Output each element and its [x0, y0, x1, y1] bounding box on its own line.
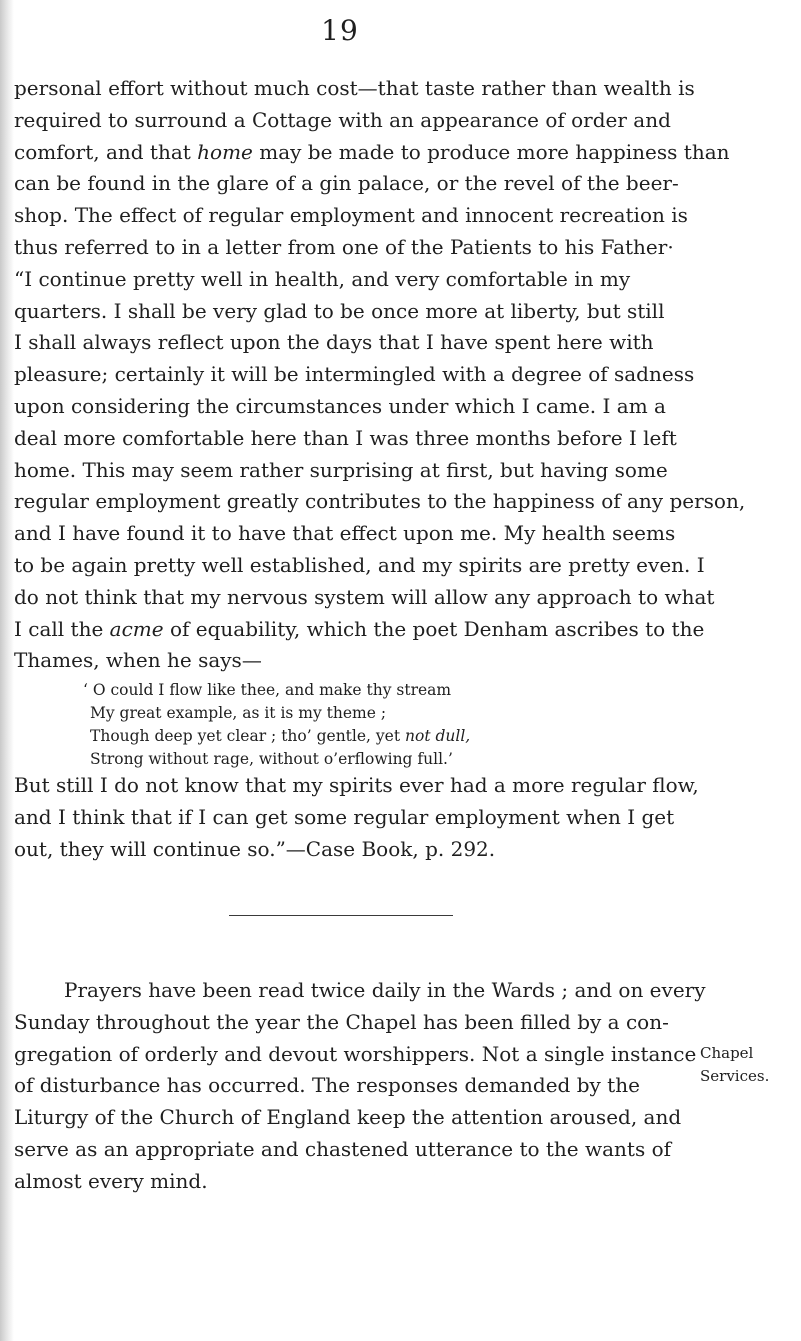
- text-line: regular employment greatly contributes to the happiness of any person,: [14, 489, 746, 514]
- emphasis-acme: acme: [109, 616, 164, 641]
- text-line: deal more comfortable here than I was three months before I left: [14, 425, 677, 450]
- text-fragment: Though deep yet clear ; tho’ gentle, yet: [90, 727, 401, 745]
- verse-line: ‘ O could I flow like thee, and make thy stream: [83, 681, 452, 699]
- text-line: do not think that my nervous system will allow any approach to what: [14, 584, 715, 609]
- text-line: gregation of orderly and devout worshippers. Not a single instance: [14, 1041, 697, 1066]
- text-line: [14, 614, 705, 646]
- text-line: personal effort without much cost—that taste rather than wealth is: [14, 76, 695, 100]
- text-line: can be found in the glare of a gin palace, or the revel of the beer-: [14, 171, 679, 196]
- text-line: upon considering the circumstances under which I came. I am a: [14, 393, 666, 418]
- text-line: home. This may seem rather surprising at first, but having some: [14, 457, 668, 482]
- marginal-note-line: Chapel: [700, 1044, 754, 1062]
- text-line: almost every mind.: [14, 1168, 208, 1193]
- verse-quotation: [83, 679, 650, 771]
- text-fragment: of equability, which the poet Denham ascribes to the: [169, 616, 705, 641]
- text-line: shop. The effect of regular employment and innocent recreation is: [14, 203, 688, 228]
- text-line: thus referred to in a letter from one of the Patients to his Father·: [14, 234, 674, 259]
- text-line: quarters. I shall be very glad to be once more at liberty, but still: [14, 298, 665, 323]
- text-line: [14, 137, 730, 169]
- section-separator-rule: [229, 915, 453, 916]
- text-line: But still I do not know that my spirits ever had a more regular flow,: [14, 773, 699, 797]
- page-number: 19: [321, 14, 359, 47]
- text-line: “I continue pretty well in health, and very comfortable in my: [14, 266, 631, 291]
- text-line: to be again pretty well established, and my spirits are pretty even. I: [14, 552, 705, 577]
- paragraph-letter-close: [14, 770, 699, 865]
- text-fragment: comfort, and that: [14, 139, 191, 164]
- text-line: I shall always reflect upon the days that I have spent here with: [14, 330, 654, 355]
- verse-line: [90, 725, 650, 748]
- emphasis-home: home: [197, 139, 253, 164]
- text-line: Thames, when he says—: [14, 648, 262, 673]
- text-fragment: may be made to produce more happiness than: [259, 139, 730, 164]
- text-line: required to surround a Cottage with an appearance of order and: [14, 107, 671, 132]
- verse-line: My great example, as it is my theme ;: [90, 704, 387, 722]
- text-line: serve as an appropriate and chastened utterance to the wants of: [14, 1136, 672, 1161]
- text-line: pleasure; certainly it will be intermingled with a degree of sadness: [14, 362, 695, 387]
- paragraph-letter-intro: [14, 73, 746, 677]
- text-line: out, they will continue so.”—Case Book, p. 292.: [14, 836, 496, 861]
- marginal-note: [700, 1042, 800, 1088]
- page-gutter-shadow: [0, 0, 14, 1341]
- text-line: of disturbance has occurred. The responses demanded by the: [14, 1073, 640, 1098]
- text-line: Sunday throughout the year the Chapel has been filled by a con-: [14, 1009, 669, 1034]
- emphasis-not-dull: not dull,: [405, 727, 471, 745]
- paragraph-chapel-services: [14, 975, 706, 1198]
- text-line: Prayers have been read twice daily in the Wards ; and on every: [64, 978, 706, 1002]
- text-line: and I think that if I can get some regular employment when I get: [14, 804, 675, 829]
- text-line: and I have found it to have that effect upon me. My health seems: [14, 521, 676, 546]
- text-line: Liturgy of the Church of England keep the attention aroused, and: [14, 1105, 682, 1130]
- marginal-note-line: Services.: [700, 1067, 770, 1085]
- verse-line: Strong without rage, without o’erflowing full.’: [90, 750, 453, 768]
- text-fragment: I call the: [14, 616, 104, 641]
